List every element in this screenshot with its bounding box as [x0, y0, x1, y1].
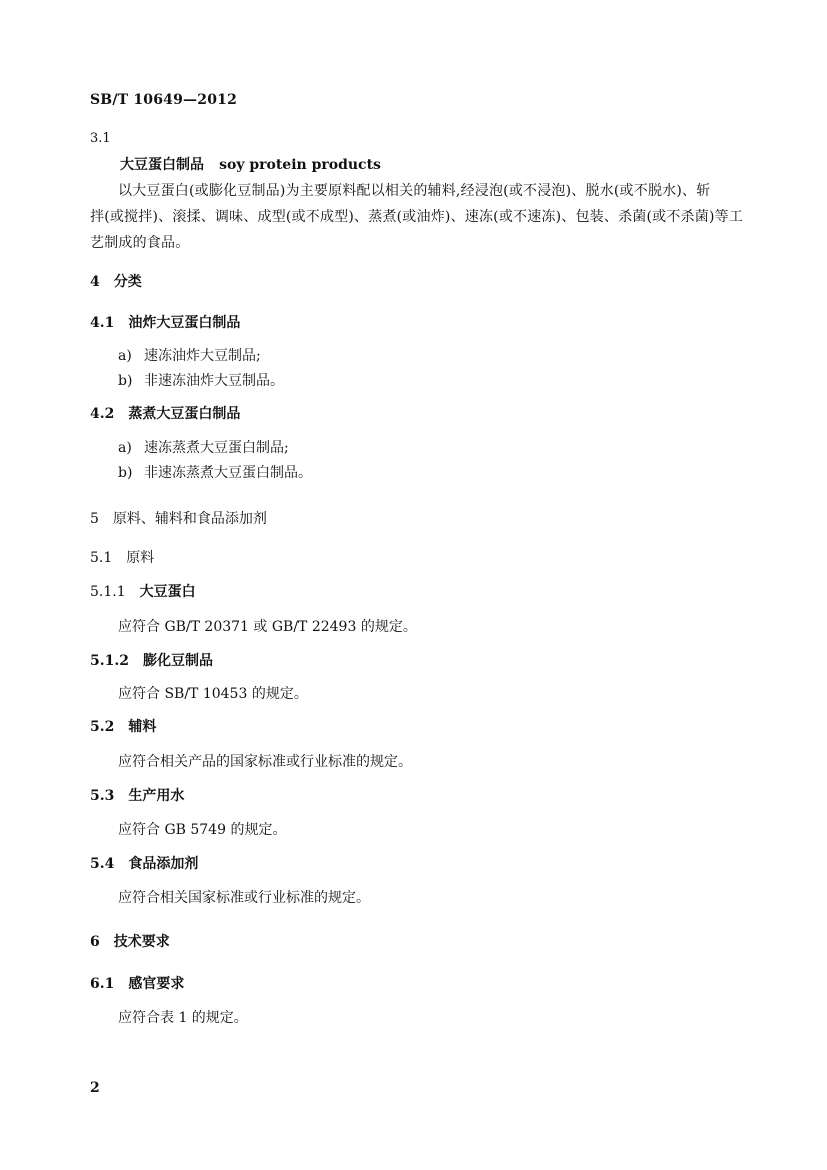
list-item-text: 非速冻油炸大豆制品。: [144, 373, 284, 389]
list-item: [118, 462, 312, 482]
section-title: 大豆蛋白: [139, 584, 196, 600]
list-marker: b): [118, 373, 133, 389]
section-number: 5: [90, 511, 99, 527]
list-item-text: 非速冻蒸煮大豆蛋白制品。: [144, 465, 312, 481]
section-title: 食品添加剂: [128, 856, 199, 872]
section-5-4-text: 应符合相关国家标准或行业标准的规定。: [118, 890, 370, 906]
definition-line-2: 拌(或搅拌)、滚揉、调味、成型(或不成型)、蒸煮(或油炸)、速冻(或不速冻)、包装、杀菌(或不杀菌)等工: [90, 209, 744, 225]
list-item-text: 速冻蒸煮大豆蛋白制品;: [144, 440, 289, 456]
section-4-1-heading: [90, 312, 240, 332]
section-5-1-heading: [90, 547, 154, 567]
section-number: 6: [90, 934, 100, 950]
list-item: [118, 345, 261, 365]
section-title: 膨化豆制品: [142, 653, 213, 669]
list-marker: b): [118, 465, 133, 481]
section-5-2-heading: [90, 716, 156, 736]
term-english: soy protein products: [219, 157, 381, 173]
section-title: 感官要求: [128, 976, 185, 992]
list-item-text: 速冻油炸大豆制品;: [144, 348, 261, 364]
section-number: 5.1.1: [90, 584, 126, 600]
section-5-3-heading: [90, 785, 184, 805]
section-6-1-heading: [90, 973, 184, 993]
section-number: 5.4: [90, 856, 115, 872]
standard-code-header: SB/T 10649—2012: [90, 92, 238, 108]
section-4-heading: [90, 271, 142, 291]
section-title: 技术要求: [113, 934, 170, 950]
section-number: 6.1: [90, 976, 115, 992]
section-4-2-heading: [90, 403, 240, 423]
list-marker: a): [118, 348, 132, 364]
section-5-4-heading: [90, 853, 198, 873]
section-title: 辅料: [128, 719, 157, 735]
section-5-1-1-text: 应符合 GB/T 20371 或 GB/T 22493 的规定。: [118, 619, 417, 635]
list-marker: a): [118, 440, 132, 456]
section-5-1-1-heading: [90, 581, 196, 601]
section-title: 油炸大豆蛋白制品: [128, 315, 241, 331]
section-number: 5.3: [90, 788, 115, 804]
section-6-heading: [90, 931, 170, 951]
page-number: 2: [90, 1080, 100, 1096]
list-item: [118, 370, 284, 390]
section-5-3-text: 应符合 GB 5749 的规定。: [118, 822, 287, 838]
definition-line-1: 以大豆蛋白(或膨化豆制品)为主要原料配以相关的辅料,经浸泡(或不浸泡)、脱水(或不脱水)、斩: [118, 183, 711, 199]
section-5-1-2-text: 应符合 SB/T 10453 的规定。: [118, 686, 308, 702]
section-title: 生产用水: [128, 788, 185, 804]
list-item: [118, 437, 289, 457]
clause-3-1-term: [120, 154, 381, 174]
section-number: 4: [90, 274, 100, 290]
section-6-1-text: 应符合表 1 的规定。: [118, 1010, 248, 1026]
section-title: 原料: [126, 550, 155, 566]
section-5-2-text: 应符合相关产品的国家标准或行业标准的规定。: [118, 754, 412, 770]
section-5-heading: [90, 508, 267, 528]
definition-line-3: 艺制成的食品。: [90, 235, 190, 251]
section-title: 分类: [113, 274, 142, 290]
section-number: 5.1.2: [90, 653, 129, 669]
term-chinese: 大豆蛋白制品: [120, 157, 204, 173]
section-title: 蒸煮大豆蛋白制品: [128, 406, 241, 422]
section-number: 5.1: [90, 550, 113, 566]
section-number: 4.1: [90, 315, 115, 331]
section-5-1-2-heading: [90, 650, 213, 670]
clause-3-1-number: 3.1: [90, 131, 111, 146]
section-number: 4.2: [90, 406, 115, 422]
section-title: 原料、辅料和食品添加剂: [112, 511, 267, 527]
section-number: 5.2: [90, 719, 115, 735]
